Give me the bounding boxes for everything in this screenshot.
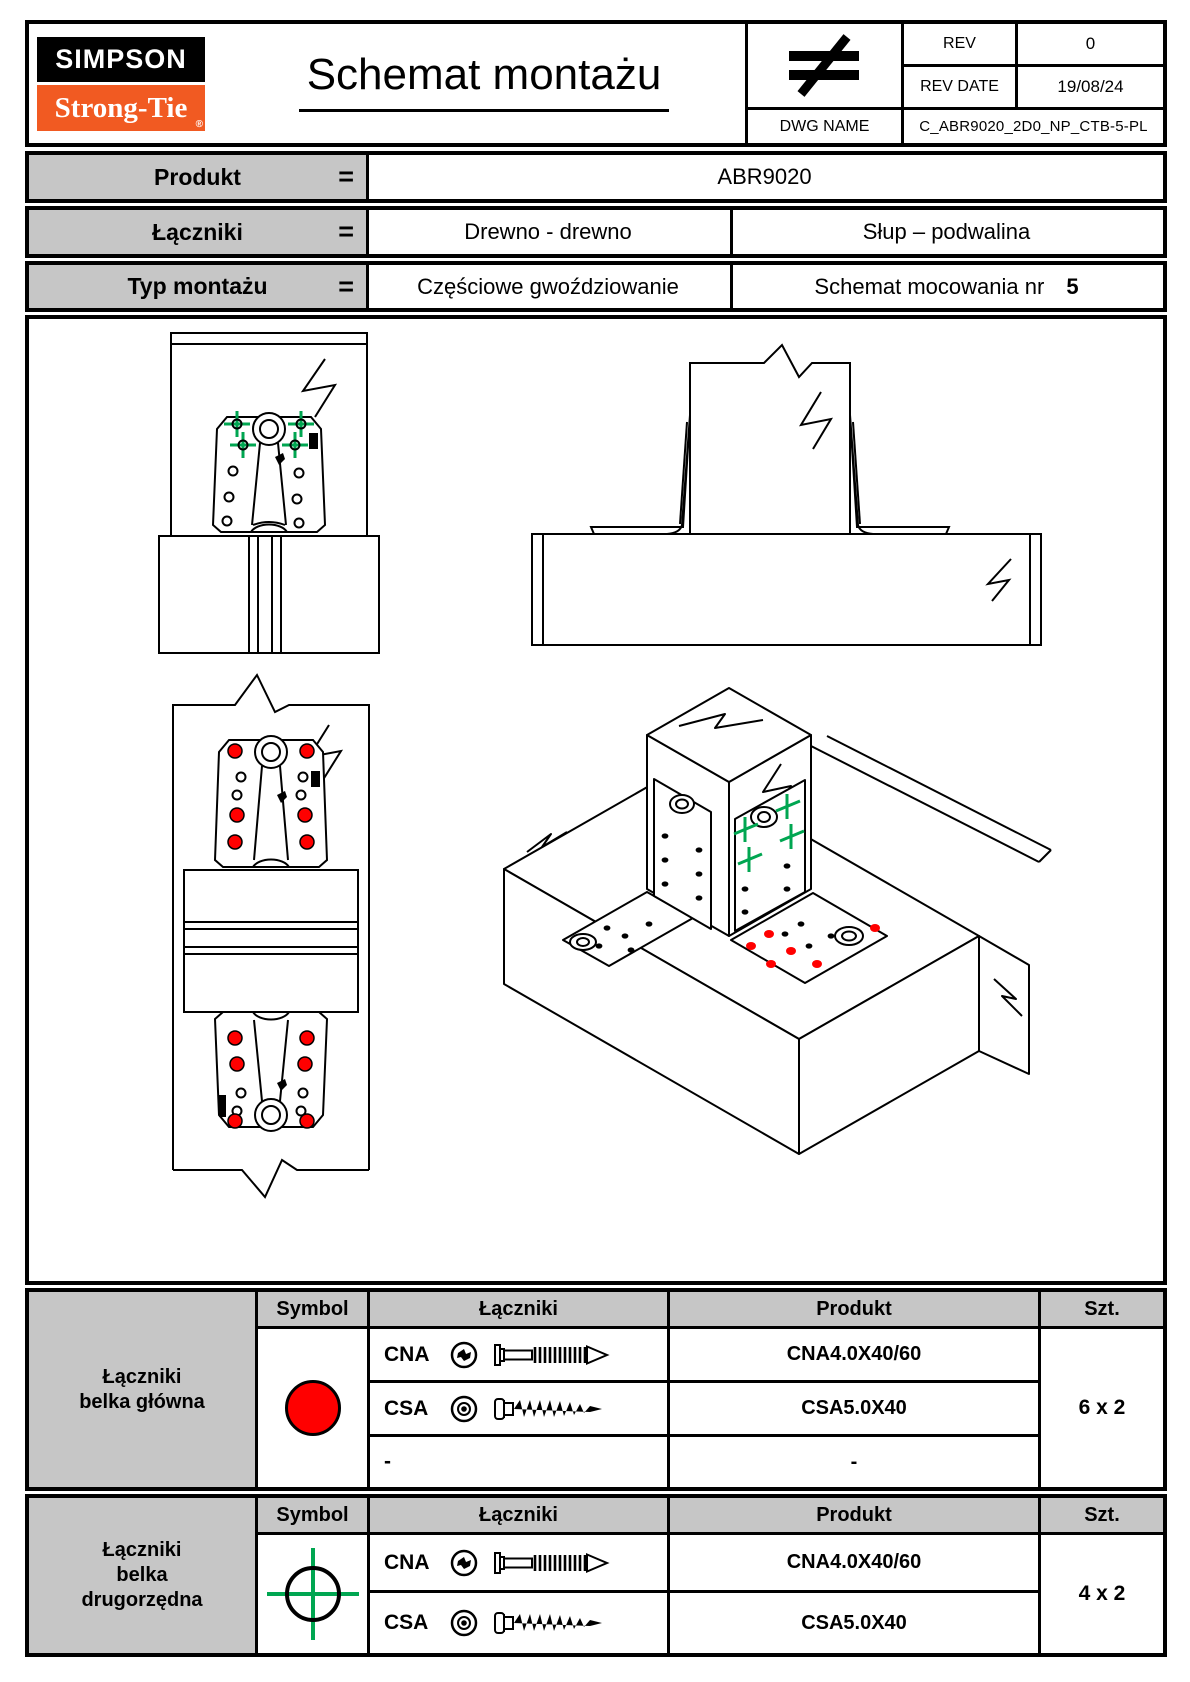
fastener-row-cna: CNA (370, 1329, 667, 1380)
ring-shank-nail-icon (492, 1549, 614, 1577)
fastener-table-secondary-beam (25, 1494, 1167, 1657)
csa-screw-head-icon (449, 1608, 479, 1638)
page-title: Schemat montażu (244, 50, 724, 112)
brand-logo (37, 37, 205, 131)
info-row-produkt (25, 151, 1167, 203)
projection-symbol-cell (748, 24, 901, 107)
qty-cell: 4 x 2 (1041, 1535, 1163, 1653)
cna-nail-head-icon (449, 1548, 479, 1578)
col-header-symbol: Symbol (258, 1292, 367, 1326)
fastener-row-empty: - (370, 1437, 667, 1487)
cna-nail-head-icon (449, 1340, 479, 1370)
col-header-product: Produkt (670, 1498, 1038, 1532)
product-cell: - (670, 1437, 1038, 1487)
typ-montazu-value-right: Schemat mocowania nr 5 (814, 273, 1079, 299)
rev-value: 0 (1018, 24, 1163, 64)
symbol-cell (258, 1329, 367, 1487)
not-equal-projection-icon (773, 34, 877, 98)
rev-label: REV (904, 24, 1015, 64)
symbol-cell (258, 1535, 367, 1653)
col-header-symbol: Symbol (258, 1498, 367, 1532)
laczniki-value-left: Drewno - drewno (366, 210, 733, 254)
schema-number: 5 (1066, 273, 1079, 299)
logo-strongtie-text: Strong-Tie (54, 91, 188, 124)
registered-mark: ® (195, 119, 203, 130)
wood-screw-icon (492, 1609, 614, 1637)
fastener-row-csa: CSA (370, 1383, 667, 1434)
info-row-typ-montazu (25, 261, 1167, 312)
logo-strongtie (37, 85, 205, 131)
header-block (25, 20, 1167, 147)
rev-title-block (745, 24, 1163, 143)
csa-screw-head-icon (449, 1394, 479, 1424)
front-view-drawing (157, 329, 385, 655)
info-label-typ-montazu: Typ montażu = (29, 265, 369, 308)
isometric-view-drawing (479, 684, 1064, 1199)
ring-shank-nail-icon (492, 1341, 614, 1369)
group-label-cell: Łączniki belka główna (29, 1292, 255, 1487)
logo-simpson: SIMPSON (37, 37, 205, 82)
side-view-drawing (499, 337, 1069, 667)
fastener-table-main-beam (25, 1288, 1167, 1491)
product-cell: CNA4.0X40/60 (670, 1535, 1038, 1590)
col-header-fasteners: Łączniki (370, 1498, 667, 1532)
equals-sign: = (338, 216, 354, 247)
equals-sign: = (338, 271, 354, 301)
typ-montazu-value-left: Częściowe gwoździowanie (366, 265, 733, 308)
col-header-fasteners: Łączniki (370, 1292, 667, 1326)
dwg-name-label: DWG NAME (748, 110, 901, 143)
produkt-value: ABR9020 (717, 164, 812, 189)
info-label-produkt: Produkt = (29, 155, 369, 199)
equals-sign: = (338, 161, 354, 192)
product-cell: CSA5.0X40 (670, 1383, 1038, 1434)
red-dot-symbol (285, 1380, 341, 1436)
product-cell: CSA5.0X40 (670, 1593, 1038, 1653)
front-section-view-drawing (157, 655, 389, 1205)
laczniki-value-right: Słup – podwalina (862, 219, 1031, 244)
group-label-cell: Łączniki belka drugorzędna (29, 1498, 255, 1653)
fastener-row-cna: CNA (370, 1535, 667, 1590)
rev-date-value: 19/08/24 (1018, 67, 1163, 107)
rev-date-label: REV DATE (904, 67, 1015, 107)
wood-screw-icon (492, 1395, 614, 1423)
col-header-qty: Szt. (1041, 1498, 1163, 1532)
info-label-laczniki: Łączniki = (29, 210, 369, 254)
drawing-area (25, 315, 1167, 1285)
fastener-row-csa: CSA (370, 1593, 667, 1653)
col-header-product: Produkt (670, 1292, 1038, 1326)
dwg-name-value: C_ABR9020_2D0_NP_CTB-5-PL (904, 110, 1163, 143)
product-cell: CNA4.0X40/60 (670, 1329, 1038, 1380)
green-crosshair-symbol (261, 1542, 365, 1646)
qty-cell: 6 x 2 (1041, 1329, 1163, 1487)
col-header-qty: Szt. (1041, 1292, 1163, 1326)
info-row-laczniki (25, 206, 1167, 258)
